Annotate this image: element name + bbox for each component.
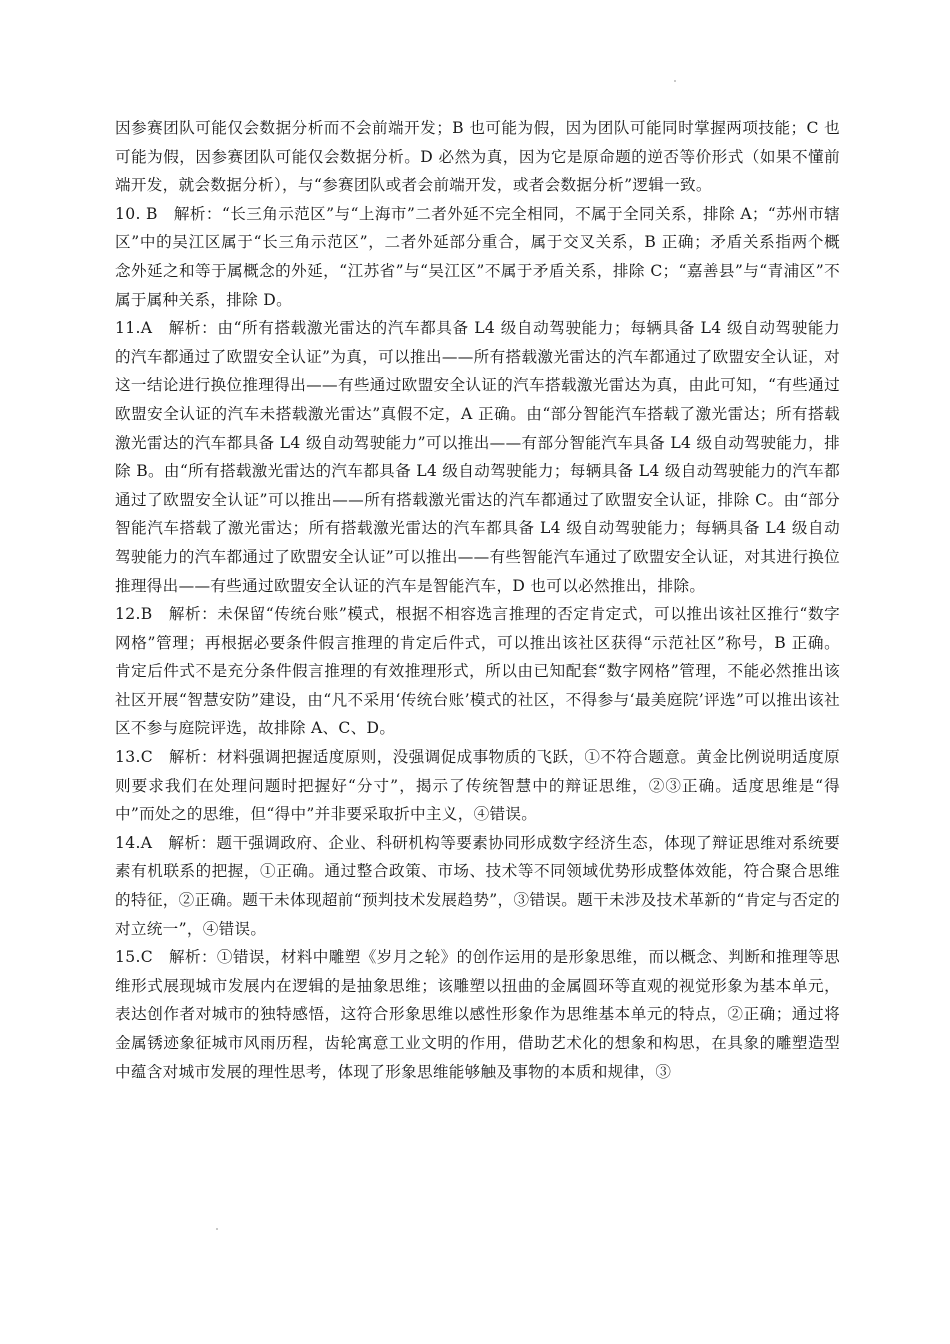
paragraph-answer-15: 15.C 解析：①错误，材料中雕塑《岁月之轮》的创作运用的是形象思维，而以概念、判断和推理等思维形式展现城市发展内在逻辑的是抽象思维；该雕塑以扭曲的金属圆环等直观的视觉形象为基本单元，表达创作者对城市的独特感悟，这符合形象思维以感性形象作为思维基本单元的特点，②正确；通过将金属锈迹象征城市风雨历程，齿轮寓意工业文明的作用，借助艺术化的想象和构思，在具象的雕塑造型中蕴含对城市发展的理性思考，体现了形象思维能够触及事物的本质和规律，③ bbox=[115, 948, 840, 1081]
page-mark-top bbox=[674, 80, 676, 82]
paragraph-answer-10: 10. B 解析：“长三角示范区”与“上海市”二者外延不完全相同，不属于全同关系，排除 A；“苏州市辖区”中的吴江区属于“长三角示范区”，二者外延部分重合，属于交叉关系，B 正确；矛盾关系指两个概念外延之和等于属概念的外延，“江苏省”与“吴江区”不属于矛盾关系，排除 C；“嘉善县”与“青浦区”不属于属种关系，排除 D。 bbox=[115, 204, 840, 309]
paragraph-answer-12: 12.B 解析：未保留“传统台账”模式，根据不相容选言推理的否定肯定式，可以推出该社区推行“数字网格”管理；再根据必要条件假言推理的肯定后件式，可以推出该社区获得“示范社区”称号，B 正确。肯定后件式不是充分条件假言推理的有效推理形式，所以由已知配套“数字网格”管理，不能必然推出该社区开展“智慧安防”建设，由“凡不采用‘传统台账’模式的社区，不得参与‘最美庭院’评选”可以推出该社区不参与庭院评选，故排除 A、C、D。 bbox=[115, 605, 840, 738]
answer-explanations bbox=[115, 114, 840, 1086]
paragraph-answer-11: 11.A 解析：由“所有搭载激光雷达的汽车都具备 L4 级自动驾驶能力；每辆具备 L4 级自动驾驶能力的汽车都通过了欧盟安全认证”为真，可以推出——所有搭载激光雷达的汽车都通过了欧盟安全认证，对这一结论进行换位推理得出——有些通过欧盟安全认证的汽车搭载激光雷达为真，由此可知，“有些通过欧盟安全认证的汽车未搭载激光雷达”真假不定，A 正确。由“部分智能汽车搭载了激光雷达；所有搭载激光雷达的汽车都具备 L4 级自动驾驶能力”可以推出——有部分智能汽车具备 L4 级自动驾驶能力，排除 B。由“所有搭载激光雷达的汽车都具备 L4 级自动驾驶能力；每辆具备 L4 级自动驾驶能力的汽车都通过了欧盟安全认证”可以推出——所有搭载激光雷达的汽车都通过了欧盟安全认证，排除 C。由“部分智能汽车搭载了激光雷达；所有搭载激光雷达的汽车都具备 L4 级自动驾驶能力；每辆具备 L4 级自动驾驶能力的汽车都通过了欧盟安全认证”可以推出——有些智能汽车通过了欧盟安全认证，对其进行换位推理得出——有些通过欧盟安全认证的汽车是智能汽车，D 也可以必然推出，排除。 bbox=[115, 319, 840, 595]
page-mark-bottom bbox=[216, 1228, 218, 1230]
paragraph-continuation-9: 因参赛团队可能仅会数据分析而不会前端开发；B 也可能为假，因为团队可能同时掌握两项技能；C 也可能为假，因参赛团队可能仅会数据分析。D 必然为真，因为它是原命题的逆否等价形式（如果不懂前端开发，就会数据分析），与“参赛团队或者会前端开发，或者会数据分析”逻辑一致。 bbox=[115, 119, 840, 195]
paragraph-answer-13: 13.C 解析：材料强调把握适度原则，没强调促成事物质的飞跃，①不符合题意。黄金比例说明适度原则要求我们在处理问题时把握好“分寸”，揭示了传统智慧中的辩证思维，②③正确。适度思维是“得中”而处之的思维，但“得中”并非要采取折中主义，④错误。 bbox=[115, 748, 840, 824]
paragraph-answer-14: 14.A 解析：题干强调政府、企业、科研机构等要素协同形成数字经济生态，体现了辩证思维对系统要素有机联系的把握，①正确。通过整合政策、市场、技术等不同领域优势形成整体效能，符合聚合思维的特征，②正确。题干未体现超前“预判技术发展趋势”，③错误。题干未涉及技术革新的“肯定与否定的对立统一”，④错误。 bbox=[115, 833, 840, 938]
